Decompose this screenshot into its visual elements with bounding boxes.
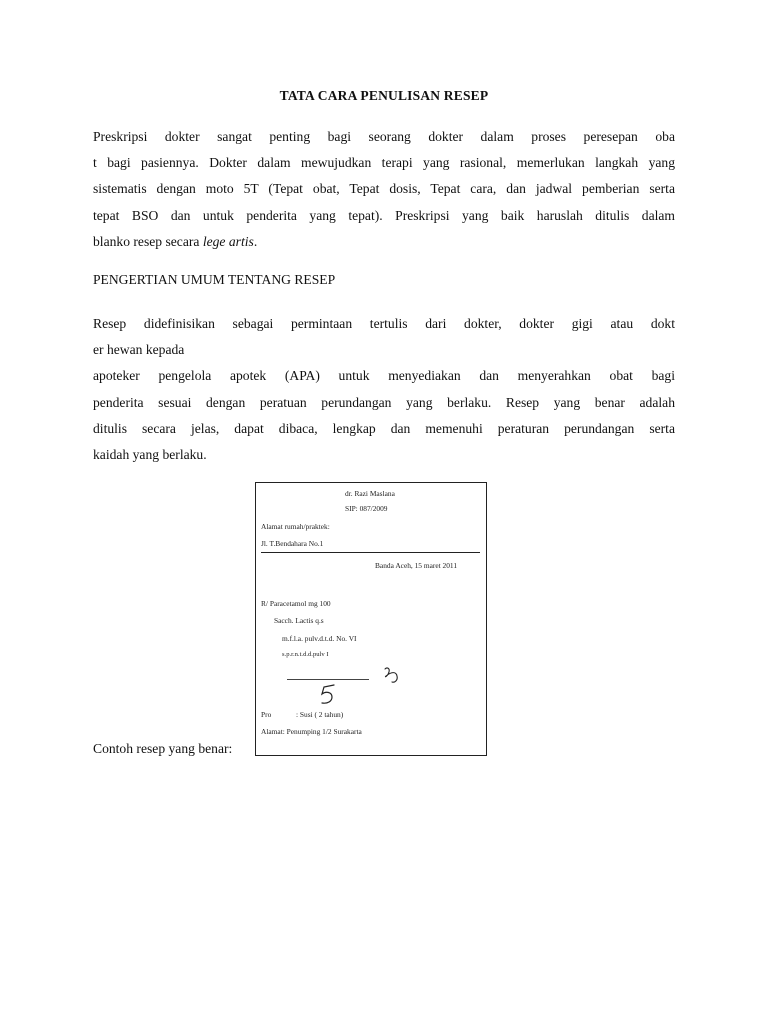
patient-name: : Susi ( 2 tahun) [296, 710, 344, 719]
paragraph-line: apoteker pengelola apotek (APA) untuk menyediakan dan menyerahkan obat bagi [93, 368, 675, 384]
paragraph-line: Resep didefinisikan sebagai permintaan tertulis dari dokter, dokter gigi atau dokt [93, 316, 675, 331]
document-title: TATA CARA PENULISAN RESEP [279, 88, 489, 103]
paragraph-line [93, 229, 675, 255]
prescription-example [255, 482, 487, 756]
instruction-line: m.f.l.a. pulv.d.t.d. No. VI [282, 634, 357, 643]
doctor-sip: SIP: 087/2009 [345, 504, 388, 513]
patient-label: Pro [261, 710, 272, 719]
italic-term: lege artis [202, 233, 254, 249]
paragraph-line: er hewan kepada [93, 342, 185, 358]
paragraph-line: tepat BSO dan untuk penderita yang tepat). Preskripsi yang baik haruslah ditulis dalam [93, 207, 675, 223]
section-heading: PENGERTIAN UMUM TENTANG RESEP [93, 272, 336, 287]
patient-address: Alamat: Penumping 1/2 Surakarta [261, 727, 362, 736]
paragraph-text: blanko resep secara [93, 233, 203, 249]
ingredient-line: Sacch. Lactis q.s [274, 616, 324, 625]
paragraph-line: Preskripsi dokter sangat penting bagi seorang dokter dalam proses peresepan oba [93, 129, 675, 144]
paragraph-line: kaidah yang berlaku. [93, 446, 207, 462]
place-date: Banda Aceh, 15 maret 2011 [375, 561, 458, 570]
paragraph-line: penderita sesuai dengan peratuan perundangan yang berlaku. Resep yang benar adalah [93, 394, 675, 410]
intro-paragraph [93, 124, 675, 255]
paragraph-text: . [253, 233, 258, 249]
paragraph-line: sistematis dengan moto 5T (Tepat obat, Tepat dosis, Tepat cara, dan jadwal pemberian serta [93, 181, 675, 197]
signa-line: s.p.r.n.t.d.d.pulv I [282, 651, 329, 658]
paragraph-line: t bagi pasiennya. Dokter dalam mewujudkan terapi yang rasional, memerlukan langkah yang [93, 155, 675, 171]
doctor-name: dr. Razi Maslana [345, 489, 395, 498]
signature-marks [256, 483, 486, 755]
address-label: Alamat rumah/praktek: [261, 522, 330, 531]
figure-caption: Contoh resep yang benar: [93, 741, 233, 756]
definition-paragraph [93, 311, 675, 468]
practice-address: Jl. T.Bendahara No.1 [261, 539, 324, 548]
rx-line: R/ Paracetamol mg 100 [261, 599, 331, 608]
paragraph-line: ditulis secara jelas, dapat dibaca, lengkap dan memenuhi peraturan perundangan serta [93, 420, 675, 436]
